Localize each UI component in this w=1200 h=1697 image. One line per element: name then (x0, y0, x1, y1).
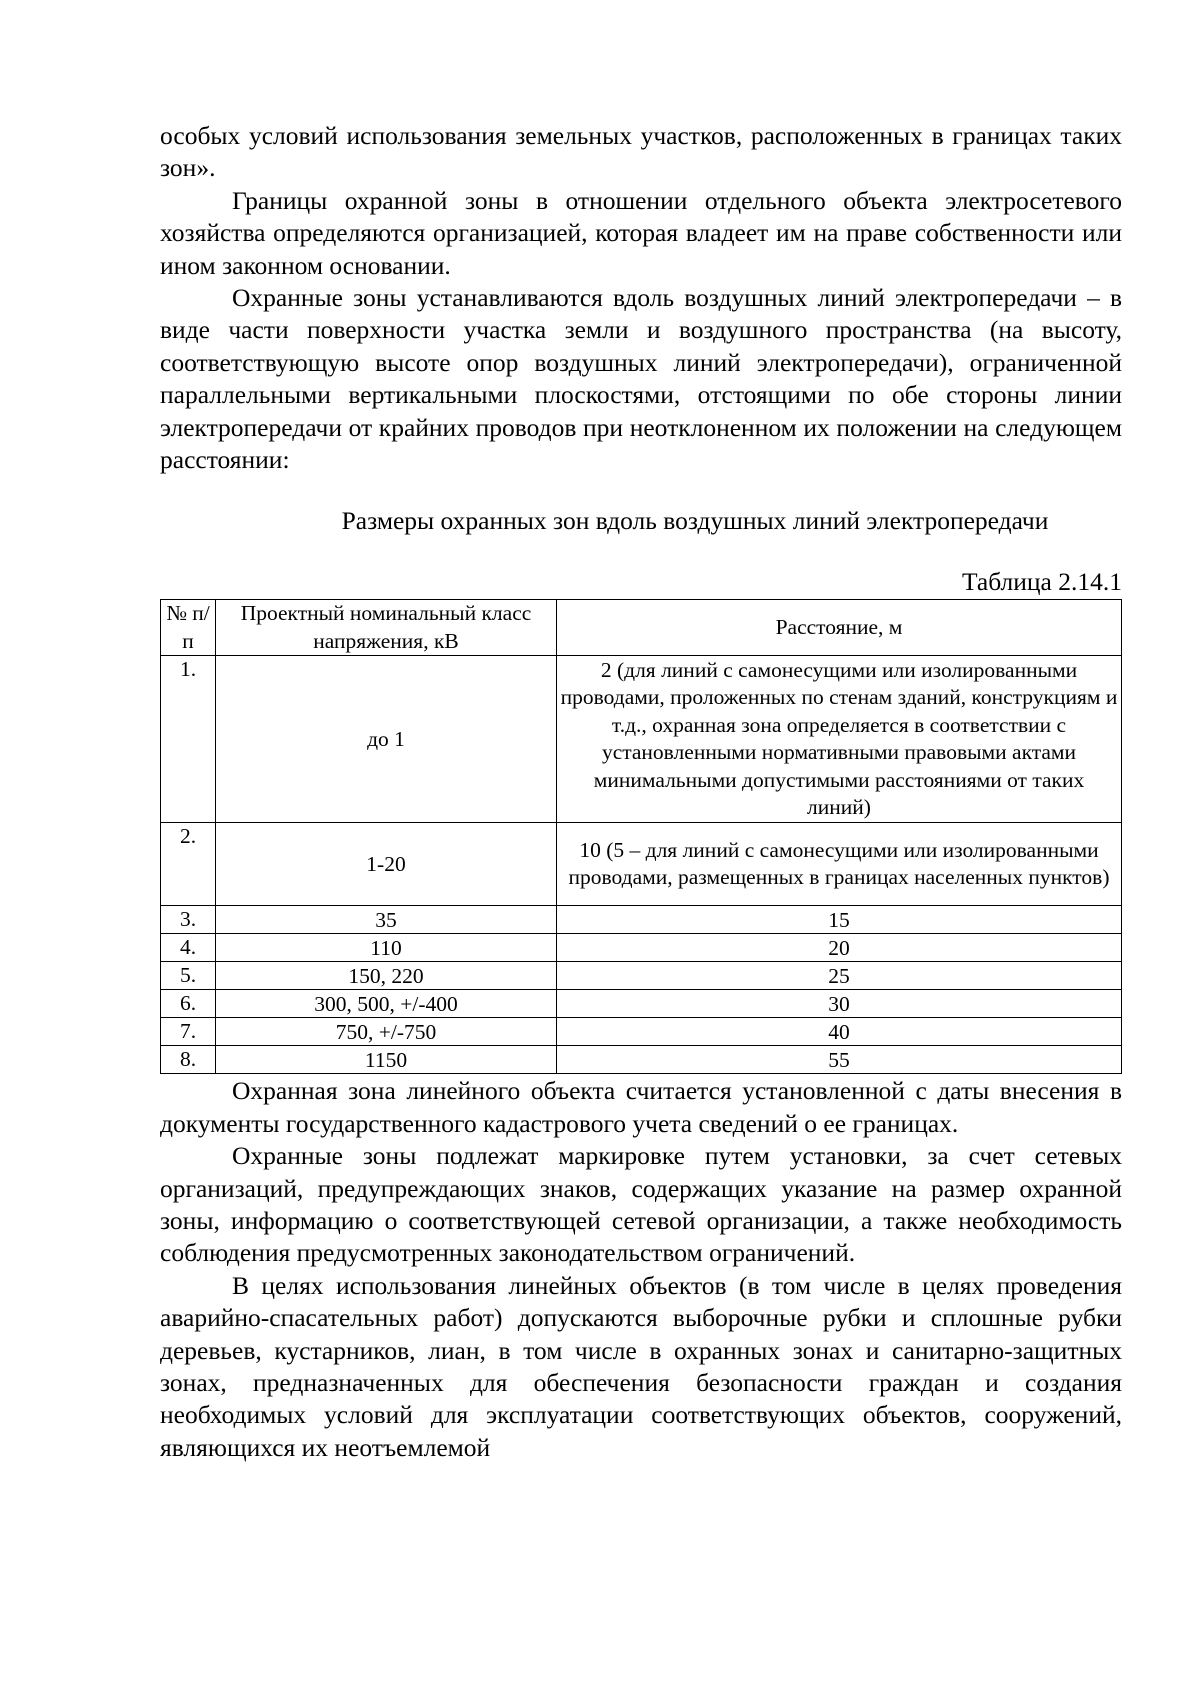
table-row (161, 962, 1122, 990)
table-header-row (161, 600, 1122, 656)
paragraph-zone-establishment: Охранные зоны устанавливаются вдоль воздушных линий электропередачи – в виде части поверхности участка земли и воздушного пространства (на высоту, соответствующую высоте опор воздушных линий электропередачи), ограниченной параллельными вертикальными плоскостями, отстоящими по обе стороны линии электропередачи от крайних проводов при неотклоненном их положении на следующем расстоянии: (160, 283, 1122, 475)
row-voltage: до 1 (216, 656, 557, 823)
row-num: 6. (161, 990, 216, 1018)
row-voltage: 750, +/-750 (216, 1018, 557, 1046)
row-num: 1. (161, 656, 216, 823)
row-distance: 10 (5 – для линий с самонесущими или изолированными проводами, размещенных в границах населенных пунктов) (557, 823, 1122, 906)
paragraph-zone-marking: Охранные зоны подлежат маркировке путем установки, за счет сетевых организаций, предупреждающих знаков, содержащих указание на размер охранной зоны, информацию о соответствующей сетевой организации, а также необходимость соблюдения предусмотренных законодательством ограничений. (160, 1141, 1122, 1268)
paragraph-zone-registration: Охранная зона линейного объекта считается установленной с даты внесения в документы государственного кадастрового учета сведений о ее границах. (160, 1076, 1122, 1138)
table-row (161, 656, 1122, 823)
row-voltage: 300, 500, +/-400 (216, 990, 557, 1018)
table-row (161, 990, 1122, 1018)
row-distance: 40 (557, 1018, 1122, 1046)
table-row (161, 1018, 1122, 1046)
row-num: 2. (161, 823, 216, 906)
row-voltage: 150, 220 (216, 962, 557, 990)
header-distance: Расстояние, м (557, 600, 1122, 656)
row-num: 5. (161, 962, 216, 990)
row-num: 8. (161, 1046, 216, 1074)
row-distance: 25 (557, 962, 1122, 990)
paragraph-tree-cutting: В целях использования линейных объектов (в том числе в целях проведения аварийно-спасательных работ) допускаются выборочные рубки и сплошные рубки деревьев, кустарников, лиан, в том числе в охранных зонах и санитарно-защитных зонах, предназначенных для обеспечения безопасности граждан и создания необходимых условий для эксплуатации соответствующих объектов, сооружений, являющихся их неотъемлемой (160, 1270, 1122, 1462)
table-row (161, 823, 1122, 906)
row-voltage: 1-20 (216, 823, 557, 906)
row-num: 7. (161, 1018, 216, 1046)
table-number: Таблица 2.14.1 (961, 567, 1122, 597)
row-distance: 30 (557, 990, 1122, 1018)
paragraph-zone-boundaries: Границы охранной зоны в отношении отдельного объекта электросетевого хозяйства определяются организацией, которая владеет им на праве собственности или ином законном основании. (160, 185, 1122, 280)
row-distance: 2 (для линий с самонесущими или изолированными проводами, проложенных по стенам зданий, конструкциям и т.д., охранная зона определяется в соответствии с установленными нормативными правовыми актами минимальными допустимыми расстояниями от таких линий) (557, 656, 1122, 823)
row-voltage: 35 (216, 906, 557, 934)
header-voltage-class: Проектный номинальный класс напряжения, кВ (216, 600, 557, 656)
row-num: 4. (161, 934, 216, 962)
row-distance: 20 (557, 934, 1122, 962)
table-row (161, 1046, 1122, 1074)
header-num: № п/п (161, 600, 216, 656)
table-caption: Размеры охранных зон вдоль воздушных линий электропередачи (341, 506, 1049, 536)
table-row (161, 934, 1122, 962)
document-page (160, 120, 1122, 1464)
protection-zones-table (160, 599, 1122, 1074)
row-voltage: 1150 (216, 1046, 557, 1074)
paragraph-continuation: особых условий использования земельных участков, расположенных в границах таких зон». (160, 121, 1122, 183)
row-distance: 55 (557, 1046, 1122, 1074)
row-voltage: 110 (216, 934, 557, 962)
row-distance: 15 (557, 906, 1122, 934)
table-row (161, 906, 1122, 934)
row-num: 3. (161, 906, 216, 934)
